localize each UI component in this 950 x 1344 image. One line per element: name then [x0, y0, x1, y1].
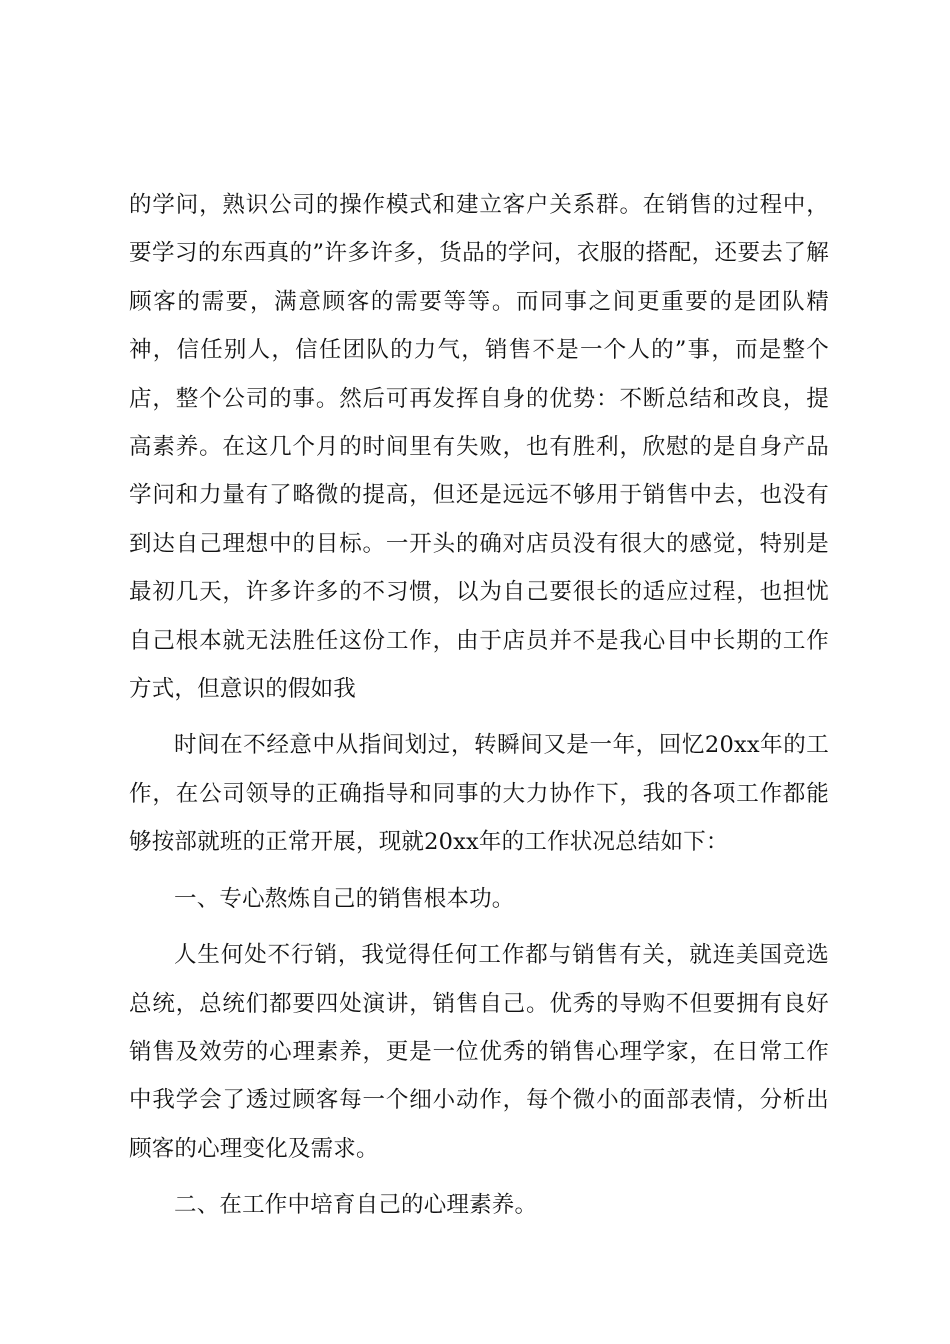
paragraph-intro: 时间在不经意中从指间划过，转瞬间又是一年，回忆20xx年的工作，在公司领导的正确指导和同事的大力协作下，我的各项工作都能够按部就班的正常开展，现就20xx年的工作状况总结如下： [129, 732, 829, 856]
paragraph-continuation: 的学问，熟识公司的操作模式和建立客户关系群。在销售的过程中，要学习的东西真的”许多许多，货品的学问，衣服的搭配，还要去了解顾客的需要，满意顾客的需要等等。而同事之间更重要的是团队精神，信任别人，信任团队的力气，销售不是一个人的”事，而是整个店，整个公司的事。然后可再发挥自身的优势：不断总结和改良，提高素养。在这几个月的时间里有失败，也有胜利，欣慰的是自身产品学问和力量有了略微的提高，但还是远远不够用于销售中去，也没有到达自己理想中的目标。一开头的确对店员没有很大的感觉，特别是最初几天，许多许多的不习惯，以为自己要很长的适应过程，也担忧自己根本就无法胜任这份工作，由于店员并不是我心目中长期的工作方式，但意识的假如我 [129, 192, 829, 703]
section-heading-2: 二、在工作中培育自己的心理素养。 [174, 1192, 538, 1219]
paragraph-section-1: 人生何处不行销，我觉得任何工作都与销售有关，就连美国竞选总统，总统们都要四处演讲，销售自己。优秀的导购不但要拥有良好销售及效劳的心理素养，更是一位优秀的销售心理学家，在日常工作中我学会了透过顾客每一个细小动作，每个微小的面部表情，分析出顾客的心理变化及需求。 [129, 942, 829, 1162]
document-body [129, 181, 829, 1230]
section-heading-1: 一、专心熬炼自己的销售根本功。 [174, 885, 515, 912]
